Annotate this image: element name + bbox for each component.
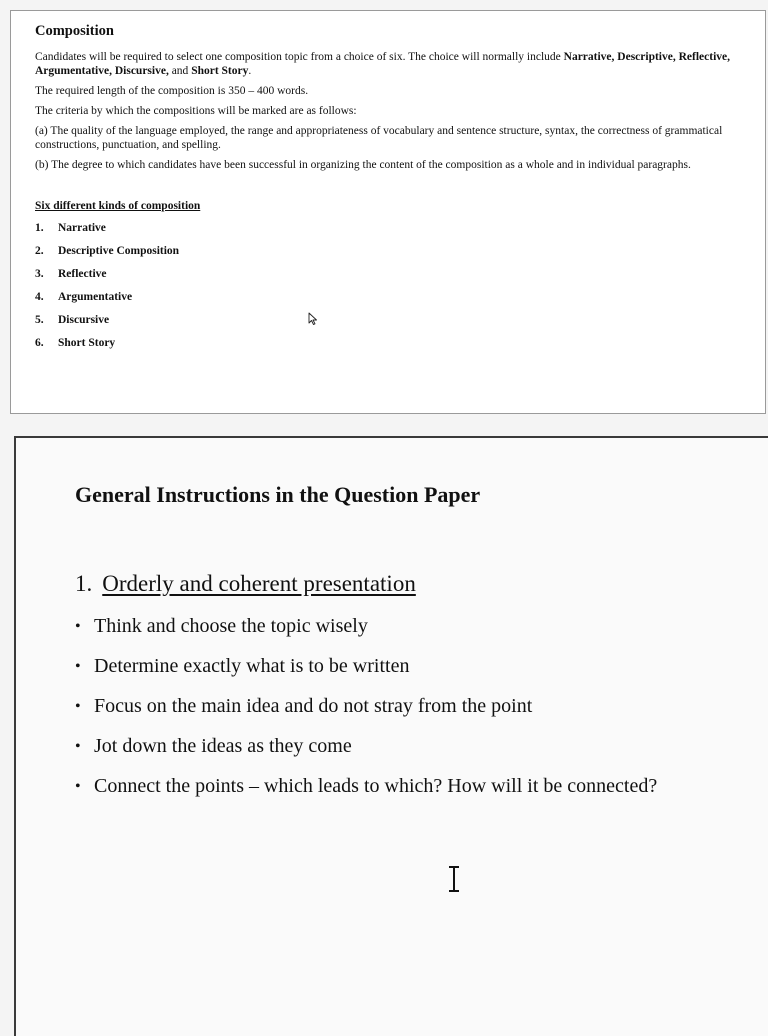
instructions-slide bbox=[14, 436, 768, 1036]
composition-title: Composition bbox=[35, 23, 114, 39]
bullet-icon: • bbox=[75, 778, 81, 795]
slide-gap bbox=[0, 414, 768, 436]
composition-content bbox=[35, 23, 745, 359]
instructions-bullets bbox=[75, 611, 657, 811]
kinds-heading: Six different kinds of composition bbox=[35, 200, 201, 212]
list-item: 2. Descriptive Composition bbox=[35, 245, 180, 257]
point-text: Orderly and coherent presentation bbox=[102, 571, 416, 596]
composition-slide bbox=[10, 10, 766, 414]
list-item: 5. Discursive bbox=[35, 314, 110, 326]
mouse-pointer-icon bbox=[308, 312, 318, 326]
criteria-intro: The criteria by which the compositions will be marked are as follows: bbox=[35, 105, 357, 117]
instructions-title: General Instructions in the Question Paper bbox=[75, 482, 481, 507]
intro-end: . bbox=[248, 65, 252, 77]
bullet-icon: • bbox=[75, 738, 81, 755]
bullet-icon: • bbox=[75, 658, 81, 675]
intro-bold-types: Narrative, Descriptive, Reflective, Argumentative, Discursive, bbox=[35, 51, 730, 77]
list-item: • Connect the points – which leads to which? How will it be connected? bbox=[75, 771, 657, 811]
point-heading bbox=[75, 571, 416, 597]
criteria-a: (a) The quality of the language employed, the range and appropriateness of vocabulary and sentence structure, syntax, the correctness of grammatical constructions, punctuation, and spelling. bbox=[35, 125, 723, 151]
intro-text: Candidates will be required to select one composition topic from a choice of six. The choice will normally include bbox=[35, 51, 564, 63]
list-item: • Think and choose the topic wisely bbox=[75, 611, 657, 651]
bullet-icon: • bbox=[75, 698, 81, 715]
point-number: 1. bbox=[75, 571, 93, 596]
list-item: • Focus on the main idea and do not stray from the point bbox=[75, 691, 657, 731]
list-item: • Determine exactly what is to be written bbox=[75, 651, 657, 691]
bullet-icon: • bbox=[75, 618, 81, 635]
intro-bold-short-story: Short Story bbox=[191, 65, 249, 77]
list-item: 4. Argumentative bbox=[35, 291, 133, 303]
text-cursor-icon bbox=[446, 865, 462, 893]
list-item: 3. Reflective bbox=[35, 268, 107, 280]
criteria-b: (b) The degree to which candidates have been successful in organizing the content of the composition as a whole and in individual paragraphs. bbox=[35, 159, 691, 171]
kinds-list bbox=[35, 221, 745, 359]
list-item: • Jot down the ideas as they come bbox=[75, 731, 657, 771]
composition-length: The required length of the composition is 350 – 400 words. bbox=[35, 85, 309, 97]
list-item: 6. Short Story bbox=[35, 337, 116, 349]
list-item: 1. Narrative bbox=[35, 222, 106, 234]
intro-and: and bbox=[168, 65, 192, 77]
composition-intro bbox=[35, 50, 745, 78]
